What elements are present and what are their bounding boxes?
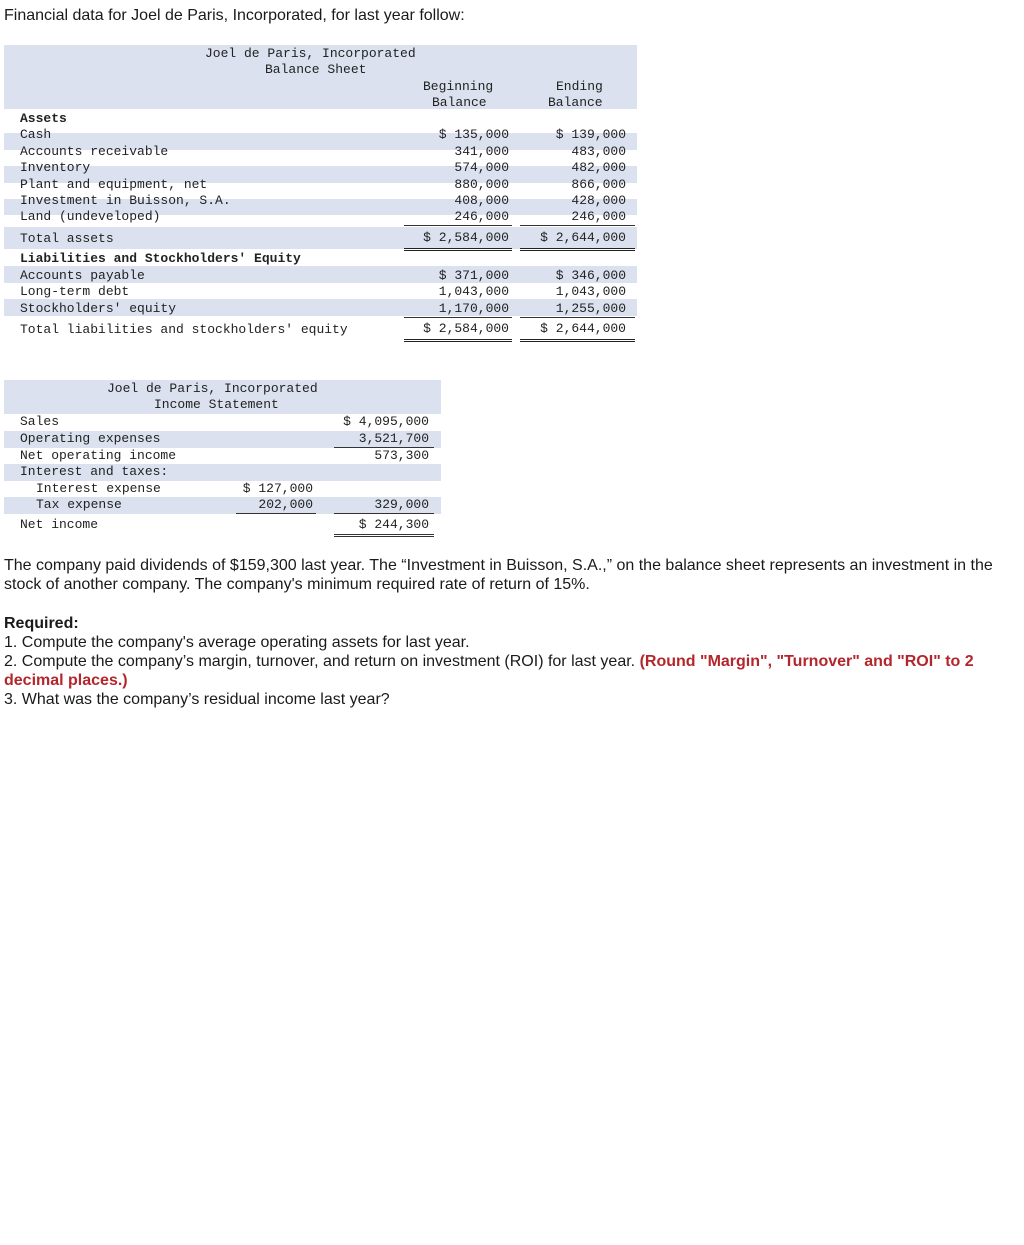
question-1: 1. Compute the company's average operating assets for last year. bbox=[4, 634, 470, 651]
asset-begin-ar: 341,000 bbox=[454, 144, 509, 159]
total-liab-end: $ 2,644,000 bbox=[540, 321, 626, 336]
is-interest-amount: $ 127,000 bbox=[242, 481, 313, 496]
liab-label-equity: Stockholders' equity bbox=[20, 301, 177, 316]
liab-begin-ap: $ 371,000 bbox=[438, 268, 509, 283]
asset-end-inventory: 482,000 bbox=[571, 160, 626, 175]
asset-end-cash: $ 139,000 bbox=[555, 127, 626, 142]
asset-label-inventory: Inventory bbox=[20, 160, 91, 175]
question-2-rounding-note: (Round "Margin", "Turnover" and "ROI" to 2 decimal places.) bbox=[4, 653, 974, 689]
liab-end-ltd: 1,043,000 bbox=[555, 284, 626, 299]
balance-sheet-table bbox=[4, 45, 637, 342]
is-sales-label: Sales bbox=[20, 414, 60, 429]
asset-begin-plant: 880,000 bbox=[454, 177, 509, 192]
asset-end-ar: 483,000 bbox=[571, 144, 626, 159]
asset-begin-investment: 408,000 bbox=[454, 193, 509, 208]
bs-company: Joel de Paris, Incorporated bbox=[205, 46, 416, 61]
asset-label-plant: Plant and equipment, net bbox=[20, 177, 208, 192]
liab-begin-equity: 1,170,000 bbox=[438, 301, 509, 316]
is-sales-amount: $ 4,095,000 bbox=[343, 414, 429, 429]
total-assets-begin: $ 2,584,000 bbox=[423, 230, 509, 245]
bs-title: Balance Sheet bbox=[265, 62, 367, 77]
asset-label-ar: Accounts receivable bbox=[20, 144, 169, 159]
info-paragraph: The company paid dividends of $159,300 last year. The “Investment in Buisson, S.A.,” on the balance sheet represents an investment in the stock of another company. The company's minimum required rate of return of 15%. bbox=[4, 557, 993, 593]
liab-label-ap: Accounts payable bbox=[20, 268, 145, 283]
required-heading: Required: bbox=[4, 615, 79, 632]
income-statement-table bbox=[4, 380, 441, 538]
is-net-income-amount: $ 244,300 bbox=[358, 517, 429, 532]
intro-text: Financial data for Joel de Paris, Incorporated, for last year follow: bbox=[4, 7, 465, 24]
total-liab-label: Total liabilities and stockholders' equity bbox=[20, 322, 348, 337]
is-tax-amount: 202,000 bbox=[258, 497, 313, 512]
asset-end-investment: 428,000 bbox=[571, 193, 626, 208]
question-2-text: 2. Compute the company’s margin, turnover, and return on investment (ROI) for last year. bbox=[4, 653, 636, 670]
liab-end-equity: 1,255,000 bbox=[555, 301, 626, 316]
liab-end-ap: $ 346,000 bbox=[555, 268, 626, 283]
liab-label-ltd: Long-term debt bbox=[20, 284, 130, 299]
liab-header: Liabilities and Stockholders' Equity bbox=[20, 251, 301, 266]
asset-end-plant: 866,000 bbox=[571, 177, 626, 192]
is-noi-label: Net operating income bbox=[20, 448, 177, 463]
asset-end-land: 246,000 bbox=[571, 209, 626, 224]
asset-begin-inventory: 574,000 bbox=[454, 160, 509, 175]
required-section bbox=[4, 614, 1022, 709]
asset-label-land: Land (undeveloped) bbox=[20, 209, 161, 224]
is-int-tax-total: 329,000 bbox=[374, 497, 429, 512]
is-company: Joel de Paris, Incorporated bbox=[107, 381, 318, 396]
asset-begin-cash: $ 135,000 bbox=[438, 127, 509, 142]
total-assets-label: Total assets bbox=[20, 231, 114, 246]
is-interest-label: Interest expense bbox=[36, 481, 161, 496]
is-int-tax-header: Interest and taxes: bbox=[20, 464, 169, 479]
asset-label-investment: Investment in Buisson, S.A. bbox=[20, 193, 231, 208]
bs-col-end-1: Ending bbox=[556, 79, 603, 94]
is-title: Income Statement bbox=[154, 397, 279, 412]
bs-col-end-2: Balance bbox=[548, 95, 603, 110]
asset-label-cash: Cash bbox=[20, 127, 52, 142]
question-3: 3. What was the company’s residual income last year? bbox=[4, 691, 390, 708]
liab-begin-ltd: 1,043,000 bbox=[438, 284, 509, 299]
is-net-income-label: Net income bbox=[20, 517, 99, 532]
is-opex-amount: 3,521,700 bbox=[358, 431, 429, 446]
bs-col-begin-1: Beginning bbox=[423, 79, 494, 94]
total-liab-begin: $ 2,584,000 bbox=[423, 321, 509, 336]
is-noi-amount: 573,300 bbox=[374, 448, 429, 463]
question-2 bbox=[4, 652, 1022, 690]
asset-begin-land: 246,000 bbox=[454, 209, 509, 224]
is-tax-label: Tax expense bbox=[36, 497, 122, 512]
is-opex-label: Operating expenses bbox=[20, 431, 161, 446]
total-assets-end: $ 2,644,000 bbox=[540, 230, 626, 245]
bs-col-begin-2: Balance bbox=[432, 95, 487, 110]
assets-header: Assets bbox=[20, 111, 67, 126]
